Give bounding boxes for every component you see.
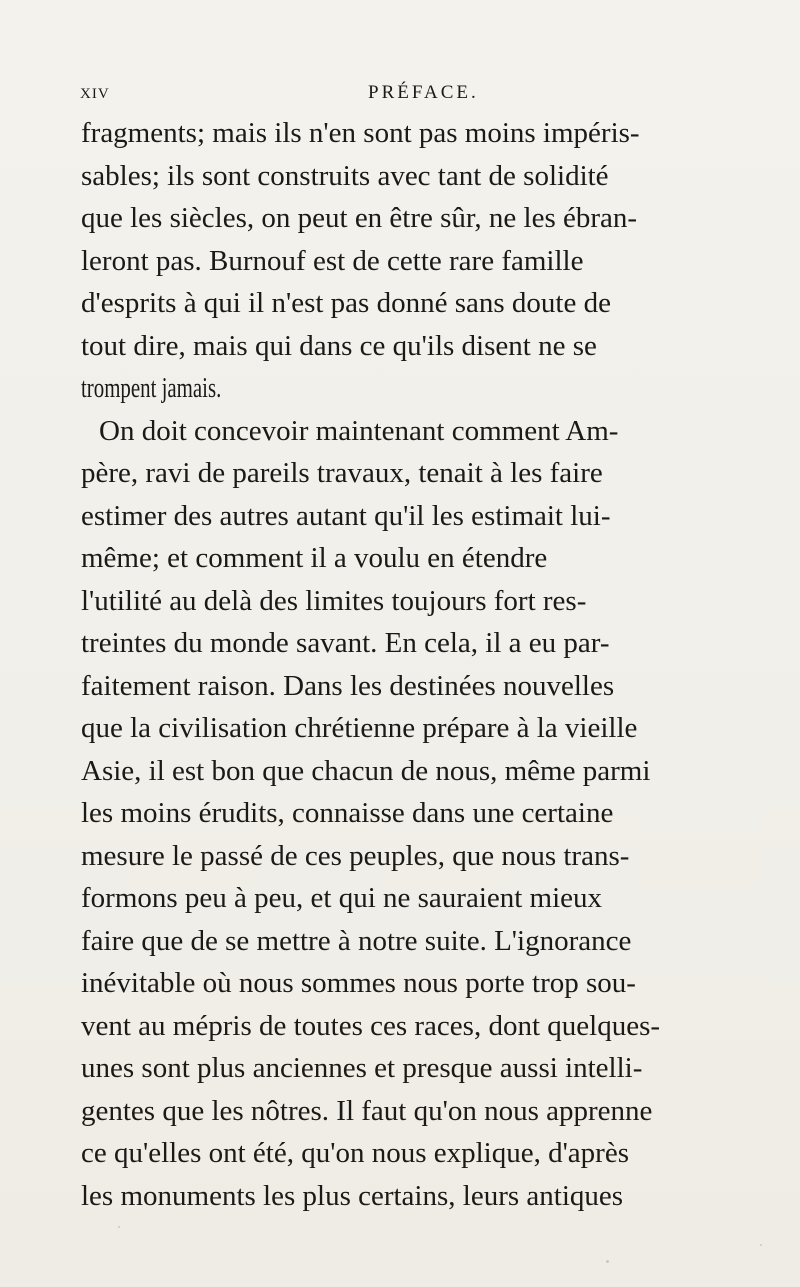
text-line: ce qu'elles ont été, qu'on nous explique, d'après bbox=[81, 1137, 629, 1169]
running-head-title: PRÉFACE. bbox=[368, 82, 479, 103]
text-line: que les siècles, on peut en être sûr, ne les ébran- bbox=[81, 202, 638, 234]
text-line: On doit concevoir maintenant comment Am- bbox=[99, 414, 619, 447]
running-head bbox=[80, 82, 720, 106]
page-number: XIV bbox=[80, 86, 110, 102]
text-line: faire que de se mettre à notre suite. L'ignorance bbox=[81, 924, 632, 957]
text-line: fragments; mais ils n'en sont pas moins impéris- bbox=[81, 117, 640, 149]
text-line: Asie, il est bon que chacun de nous, même parmi bbox=[81, 754, 651, 787]
paper-speck bbox=[606, 1260, 609, 1263]
text-line: même; et comment il a voulu en étendre bbox=[81, 542, 548, 574]
text-line: les moins érudits, connaisse dans une certaine bbox=[81, 797, 614, 829]
body-text bbox=[81, 112, 741, 1217]
text-line: leront pas. Burnouf est de cette rare famille bbox=[81, 244, 584, 277]
text-line: formons peu à peu, et qui ne sauraient mieux bbox=[81, 882, 603, 914]
text-line: faitement raison. Dans les destinées nouvelles bbox=[81, 669, 615, 702]
paper-speck bbox=[760, 1244, 762, 1246]
text-line: treintes du monde savant. En cela, il a eu par- bbox=[81, 627, 610, 659]
text-line: unes sont plus anciennes et presque aussi intelli- bbox=[81, 1052, 643, 1084]
text-line: tout dire, mais qui dans ce qu'ils disent ne se bbox=[81, 329, 597, 362]
text-line: gentes que les nôtres. Il faut qu'on nous apprenne bbox=[81, 1094, 653, 1127]
text-line: sables; ils sont construits avec tant de solidité bbox=[81, 159, 609, 192]
text-line: mesure le passé de ces peuples, que nous trans- bbox=[81, 839, 630, 872]
text-line: que la civilisation chrétienne prépare à la vieille bbox=[81, 712, 638, 744]
text-line: l'utilité au delà des limites toujours fort res- bbox=[81, 584, 587, 617]
text-line: père, ravi de pareils travaux, tenait à les faire bbox=[81, 457, 603, 489]
text-line: trompent jamais. bbox=[81, 372, 222, 404]
text-line: vent au mépris de toutes ces races, dont quelques- bbox=[81, 1009, 661, 1042]
text-line: d'esprits à qui il n'est pas donné sans doute de bbox=[81, 287, 611, 319]
text-line: estimer des autres autant qu'il les estimait lui- bbox=[81, 499, 611, 532]
text-line: les monuments les plus certains, leurs antiques bbox=[81, 1179, 624, 1212]
text-line: inévitable où nous sommes nous porte trop sou- bbox=[81, 967, 636, 999]
paper-speck bbox=[118, 1226, 120, 1228]
